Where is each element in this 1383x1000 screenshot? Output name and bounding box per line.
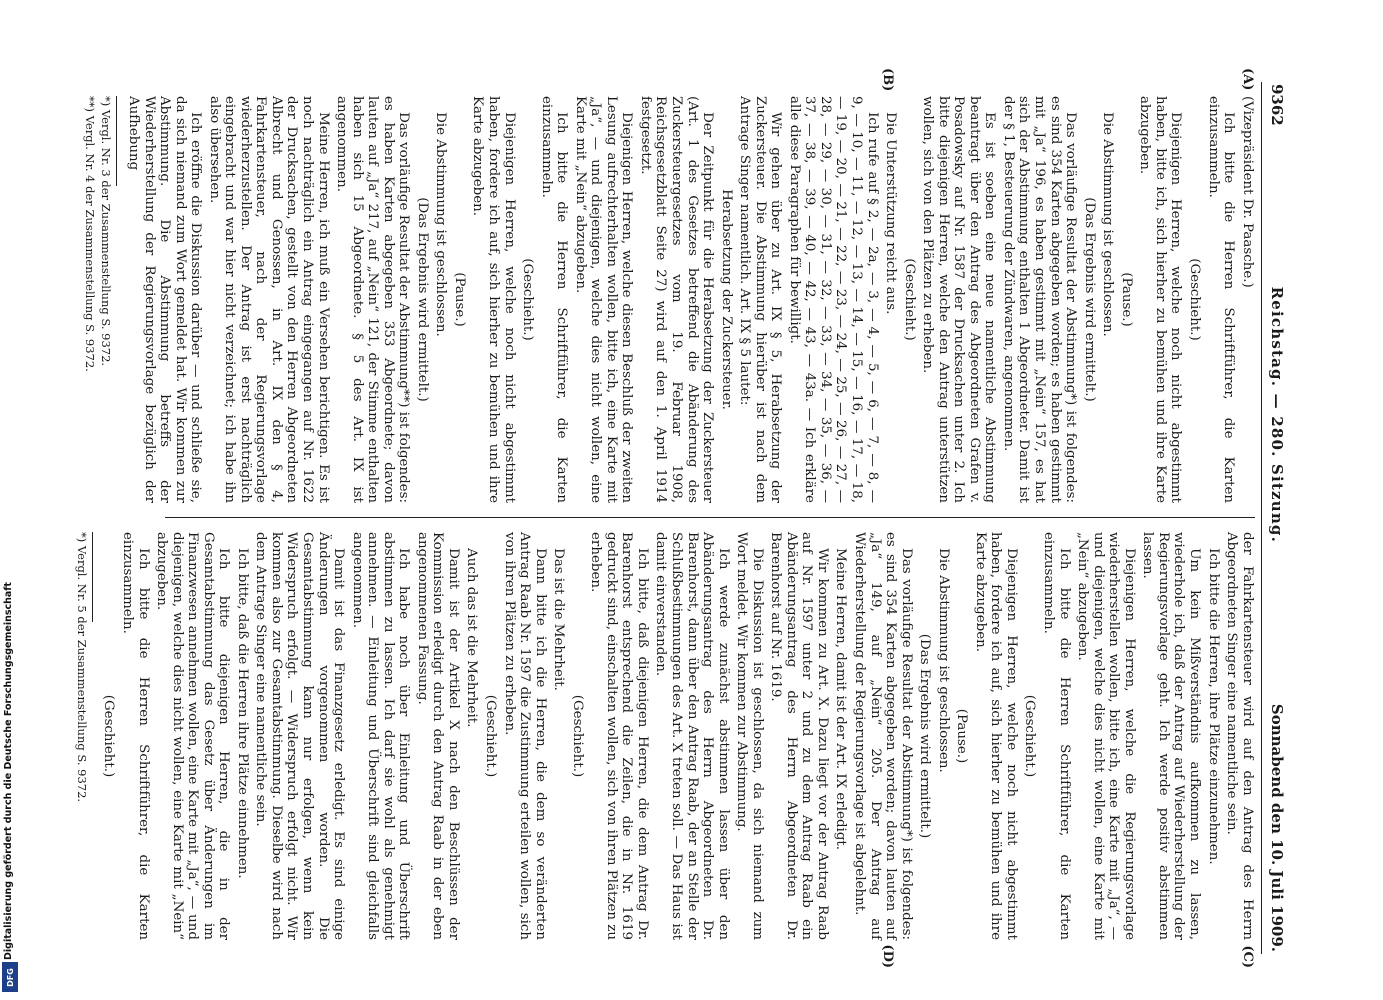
paragraph: Ich bitte die Herren Schriftführer, die Karten einzusammeln. [1205, 96, 1237, 503]
paragraph: Diejenigen Herren, welche die Regierungsvorlage wiederherstellen wollen, bitte ich, eine Karte mit „Ja“, — und diejenigen, welche dies nicht wollen, eine Karte mit „Nein“ abzugeben. [1075, 532, 1137, 940]
procedural-note: Herabsetzung der Zuckersteuer. [718, 189, 734, 410]
procedural-note: (Pause.) [1118, 272, 1134, 327]
paragraph: Ich bitte die Herren Schriftführer, die Karten einzusammeln. [119, 532, 151, 940]
procedural-note: (Das Ergebnis wird ermittelt.) [917, 633, 933, 839]
procedural-note: (Geschieht.) [101, 694, 117, 778]
footnote: **) Vergl. Nr. 4 der Zusammenstellung S. 9372. [83, 96, 98, 372]
procedural-note: (Geschieht.) [901, 258, 917, 341]
procedural-note: (Pause.) [954, 708, 970, 764]
procedural-note: (Das Ergebnis wird ermittelt.) [1081, 197, 1097, 402]
paragraph: Das vorläufige Resultat der Abstimmung**) ist folgendes: es haben Karten abgegeben 353 Abgeordnete; davon lauten auf „Ja“ 217, auf „Nein“ 121, der Stimme enthalten haben sich 15 Abgeordnete. § 5 des Art. IX ist angenommen. [334, 96, 412, 503]
right-footnotes [75, 532, 88, 940]
dfg-logo-icon: DFG [2, 962, 18, 992]
paragraph: Damit ist das Finanzgesetz erledigt. Es sind einige Änderungen vorgenommen worden. Die Gesamtabstimmung kann nur erfolgen, wenn kein Widerspruch erfolgt. — Widerspruch erfolgt nicht. Wir kommen also zur Gesamtabstimmung. Dieselbe wird nach dem Antrage Singer eine namentliche sein. [253, 532, 347, 940]
procedural-note: (Pause.) [451, 272, 467, 327]
credit-text: Digitalisierung gefördert durch die Deutsche Forschungsgemeinschaft [3, 582, 14, 960]
paragraph: Ich bitte die Herren, ihre Plätze einzunehmen. [1205, 548, 1221, 865]
procedural-note: (Geschieht.) [520, 258, 536, 341]
paragraph: der Fahrkartensteuer wird auf den Antrag des Herrn Abgeordneten Singer eine namentliche sein. [1224, 532, 1255, 940]
paragraph: Ich bitte die Herren Schriftführer, die Karten einzusammeln. [538, 96, 570, 503]
paragraph: Ich bitte die Herren Schriftführer, die Karten einzusammeln. [1041, 532, 1072, 940]
document-page [74, 68, 1297, 968]
procedural-note: (Geschieht.) [1186, 258, 1202, 341]
paragraph: Diejenigen Herren, welche diesen Beschluß der zweiten Lesung aufrechterhalten wollen, bitte ich, eine Karte mit „Ja“, — und diejenigen, welche dies nicht wollen, eine Karte mit „Nein“ abzugeben. [572, 96, 635, 503]
paragraph: Auch das ist die Mehrheit. [464, 548, 480, 728]
footnote: *) Vergl. Nr. 5 der Zusammenstellung S. 9372. [74, 532, 89, 803]
page-number: 9362 [1268, 84, 1286, 126]
margin-marker-a: (A) [1239, 68, 1255, 91]
page-header [1261, 82, 1285, 954]
paragraph: Der Zeitpunkt für die Herabsetzung der Zuckersteuer (Art. 1 des Gesetzes betreffend die Abänderung des Zuckersteuergesetzes vom 19. Februar 1908, Reichsgesetzblatt Seite 27) wird auf den 1. April 1914 festgesetzt. [637, 96, 716, 503]
paragraph: Ich bitte, daß diejenigen Herren, die dem Antrag Dr. Barenhorst entsprechend die Zeilen, die in Nr. 1619 gedruckt sind, einschalten wollen, sich von ihren Plätzen zu erheben. [588, 532, 650, 940]
paragraph: Wir kommen zu Art. X. Dazu liegt vor der Antrag Raab auf Nr. 1597 unter 2 und zu dem Antrag Raab ein Abänderungsantrag des Herrn Abgeordneten Dr. Barenhorst auf Nr. 1619. [768, 532, 830, 940]
paragraph: Diejenigen Herren, welche noch nicht abgestimmt haben, bitte ich, sich hierher zu bemühen und ihre Karte abzugeben. [1137, 96, 1184, 503]
digitization-credit [0, 580, 20, 995]
paragraph: Wir gehen über zu Art. IX § 5, Herabsetzung der Zuckersteuer. Die Abstimmung hierüber ist nach dem Antrage Singer namentlich. Art. IX § 5 lautet: [737, 96, 784, 503]
paragraph: Ich werde zunächst abstimmen lassen über den Abänderungsantrag des Herrn Abgeordneten Dr. Barenhorst, dann über den Antrag Raab, der an Stelle der Schlußbestimmungen des Art. X treten soll. — Das Haus ist damit einverstanden. [653, 532, 731, 940]
paragraph: Die Abstimmung ist geschlossen. [935, 548, 951, 773]
margin-marker-d: (D) [879, 944, 895, 968]
paragraph: Die Diskussion ist geschlossen, da sich niemand zum Wort meldet. Wir kommen zur Abstimmung. [734, 532, 765, 940]
paragraph: Es ist soeben eine neue namentliche Abstimmung beantragt über den Antrag des Abgeordneten Grafen v. Posadowsky auf Nr. 1587 der Drucksachen unter 2. Ich bitte diejenigen Herren, welche den Antrag unterstützen wollen, sich von den Plätzen zu erheben. [920, 96, 998, 503]
paragraph: Ich rufe auf § 2, — 2a, — 3, — 4, — 5, — 6, — 7, — 8, — 9, — 10, — 11, — 12, — 13, — 14, — 15, — 16, — 17, — 18, — 19, — 20, — 21, — 22, — 23, — 24, — 25, — 26, — 27, — 28, — 29, — 30, — 31, — 32, — 33, — 34, — 35, — 36, — 37, — 38, — 39, — 40, — 42, — 43, — 43a. — Ich erkläre alle diese Paragraphen für bewilligt. [786, 96, 880, 503]
left-column [83, 68, 1255, 518]
margin-marker-b: (B) [879, 68, 895, 92]
footnote-divider [92, 532, 93, 622]
paragraph: Das vorläufige Resultat der Abstimmung*) ist folgendes: es sind 354 Karten abgegeben worden; es haben gestimmt mit „Ja“ 196, es haben gestimmt mit „Nein“ 157, es hat sich der Abstimmung enthalten 1 Abgeordneter. Damit ist der § 1, Besteuerung der Zündwaren, angenommen. [1000, 96, 1079, 503]
margin-marker-c: (C) [1239, 945, 1255, 968]
paragraph: Die Unterstützung reicht aus. [883, 112, 899, 315]
left-column-body [125, 96, 1254, 503]
page-date: Sonnabend den 10. Juli 1909. [1268, 703, 1286, 952]
paragraph: Ich bitte, daß die Herren ihre Plätze einnehmen. [234, 548, 250, 879]
paragraph: Dann bitte ich die Herren, die dem so veränderten Antrag Raab Nr. 1597 die Zustimmung erteilen wollen, sich von ihren Plätzen zu erheben. [501, 532, 548, 940]
paragraph: Das vorläufige Resultat der Abstimmung*) ist folgendes: es sind 354 Karten abgegeben worden; davon lauten auf „Ja“ 149, auf „Nein“ 205. Der Antrag auf Wiederherstellung der Regierungsvorlage ist abgelehnt. [852, 532, 914, 940]
paragraph: Ich bitte diejenigen Herren, die in der Gesamtabstimmung das Gesetz über Änderungen im Finanzwesen annehmen wollen, eine Karte mit „Ja“, — und diejenigen, welche dies nicht wollen, eine Karte mit „Nein“ abzugeben. [154, 532, 232, 940]
paragraph: Um kein Mißverständnis aufkommen zu lassen, wiederhole ich, daß der Antrag auf Wiederherstellung der Regierungsvorlage geht. Ich werde positiv abstimmen lassen. [1140, 532, 1202, 940]
paragraph: Die Abstimmung ist geschlossen. [433, 112, 449, 337]
paragraph: Damit ist der Artikel X nach den Beschlüssen der Kommission erledigt durch den Antrag Raab in der eben angenommenen Fassung. [414, 532, 461, 940]
procedural-note: (Geschieht.) [569, 694, 585, 778]
right-column [74, 518, 1255, 968]
footnote-divider [116, 96, 117, 186]
paragraph: Meine Herren, damit ist der Art. IX erledigt. [833, 548, 849, 851]
paragraph: (Vizepräsident Dr. Paasche.) [1239, 96, 1255, 288]
page-title: Reichstag. — 280. Sitzung. [1268, 286, 1286, 544]
paragraph: Die Abstimmung ist geschlossen. [1100, 112, 1116, 337]
procedural-note: (Das Ergebnis wird ermittelt.) [414, 197, 430, 402]
paragraph: Diejenigen Herren, welche noch nicht abgestimmt haben, fordere ich auf, sich hierher zu bemühen und ihre Karte abzugeben. [972, 532, 1019, 940]
right-column-body [101, 532, 1255, 940]
paragraph: Diejenigen Herren, welche noch nicht abgestimmt haben, fordere ich auf, sich hierher zu bemühen und ihre Karte abzugeben. [470, 96, 517, 503]
procedural-note: (Geschieht.) [1022, 694, 1038, 778]
paragraph: Ich habe noch über Einleitung und Überschrift abstimmen zu lassen. Ich darf sie wohl als genehmigt annehmen. — Einleitung und Überschrift sind gleichfalls angenommen. [349, 532, 412, 940]
procedural-note: (Geschieht.) [483, 694, 498, 778]
paragraph: Das ist die Mehrheit. [551, 548, 567, 691]
text-columns [74, 68, 1255, 968]
left-footnotes [83, 96, 113, 503]
paragraph: Meine Herren, ich muß ein Versehen berichtigen. Es ist noch nachträglich ein Antrag eingegangen auf Nr. 1622 der Drucksachen, gestellt von den Herren Abgeordneten Albrecht und Genossen, in Art. IX den § 4, Fahrkartensteuer, nach der Regierungsvorlage wiederherzustellen. Der Antrag ist erst nachträglich eingebracht und war hier nicht verzeichnet; ich habe ihn also übersehen. [206, 96, 331, 503]
footnote: *) Vergl. Nr. 3 der Zusammenstellung S. 9372. [99, 96, 114, 367]
paragraph: Ich eröffne die Diskussion darüber — und schließe sie, da sich niemand zum Wort gemeldet hat. Wir kommen zur Abstimmung. Die Abstimmung betreffs der Wiederherstellung der Regierungsvorlage bezüglich der Aufhebung [125, 96, 204, 503]
